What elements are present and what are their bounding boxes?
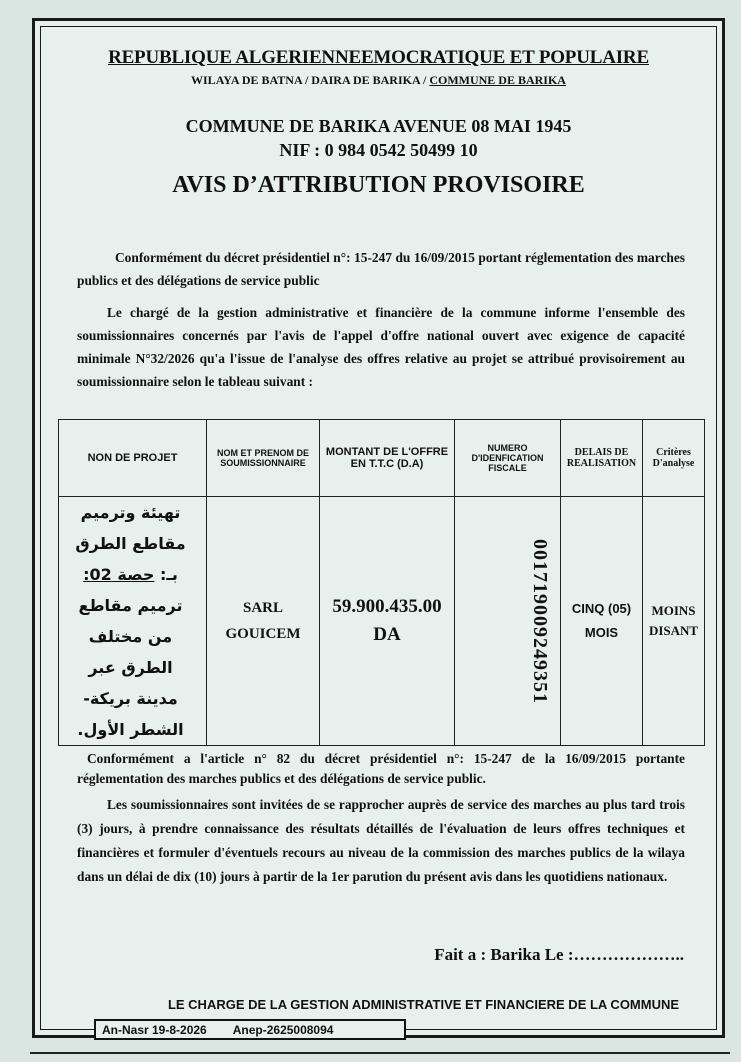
wilaya-commune: COMMUNE DE BARIKA (429, 73, 566, 87)
criteria-cell (643, 497, 705, 746)
project-title: تهيئة وترميم مقاطع الطرق بـ: (75, 503, 186, 584)
bottom-divider (30, 1052, 730, 1054)
header-delay: DELAIS DE REALISATION (561, 420, 643, 497)
bidder-type: SARL (242, 600, 283, 616)
amount-value: 59.900.435.00 (332, 596, 442, 617)
signatory-title: LE CHARGE DE LA GESTION ADMINISTRATIVE ET FINANCIERE DE LA COMMUNE (167, 997, 680, 1012)
project-description: ترميم مقاطع من مختلف الطرق عبر مدينة بريكة- الشطر الأول. (77, 596, 184, 739)
tax-id-value: 001719009249351 (529, 538, 551, 704)
notice-title: AVIS D’ATTRIBUTION PROVISOIRE (172, 172, 585, 198)
project-cell (59, 497, 207, 746)
bidder-name: GOUICEM (225, 626, 301, 642)
criteria-line-1: MOINS (651, 603, 696, 618)
table-row (59, 497, 705, 746)
delay-unit: MOIS (584, 625, 619, 640)
amount-cell (320, 497, 455, 746)
header-tax-id: NUMERO D'IDENFICATION FISCALE (455, 420, 561, 497)
header-criteria: Critères D'analyse (643, 420, 705, 497)
tax-id-cell (455, 497, 561, 746)
place-date-line: Fait a : Barika Le :……………….. (434, 945, 684, 964)
delay-cell (561, 497, 643, 746)
header-bidder: NOM ET PRENOM DE SOUMISSIONNAIRE (207, 420, 320, 497)
publication-reference (94, 1019, 406, 1040)
project-lot: حصة 02: (83, 565, 155, 584)
republic-heading: REPUBLIQUE ALGERIENNEEMOCRATIQUE ET POPULAIRE (108, 47, 649, 68)
wilaya-daira: WILAYA DE BATNA / DAIRA DE BARIKA / (191, 73, 427, 87)
wilaya-line (35, 73, 722, 88)
nif-line: NIF : 0 984 0542 50499 10 (279, 140, 478, 160)
delay-value: CINQ (05) (571, 601, 632, 616)
header-amount: MONTANT DE L'OFFRE EN T.T.C (D.A) (320, 420, 455, 497)
paragraph-invitation: Les soumissionnaires sont invitées de se rapprocher auprès de service des marches au plus tard trois (3) jours, à prendre connaissance des résultats détaillés de l'évaluation de leurs offres techniques et financières et formuler d'éventuels recours au niveau de la commission des marches publics de la wilaya dans un délai de dix (10) jours à partir de la 1er parution du présent avis dans les quotidiens nationaux. (77, 797, 685, 884)
criteria-line-2: DISANT (648, 623, 699, 638)
newspaper-source: An-Nasr 19-8-2026 (102, 1022, 207, 1037)
paragraph-article: Conformément a l'article n° 82 du décret présidentiel n°: 15-247 de la 16/09/2015 portante réglementation des marches publics et des délégations de service public. (77, 751, 685, 786)
notice-frame (32, 18, 725, 1038)
header-project: NON DE PROJET (59, 420, 207, 497)
table-header-row (59, 420, 705, 497)
commune-address: COMMUNE DE BARIKA AVENUE 08 MAI 1945 (185, 116, 572, 136)
amount-currency: DA (373, 624, 401, 645)
anep-reference: Anep-2625008094 (232, 1022, 334, 1037)
paragraph-decree: Conformément du décret présidentiel n°: 15-247 du 16/09/2015 portant réglementation des marches publics et des délégations de service public (77, 250, 685, 288)
bidder-cell (207, 497, 320, 746)
paragraph-announcement: Le chargé de la gestion administrative et financière de la commune informe l'ensemble des soumissionnaires concernés par l'avis de l'appel d'offre national ouvert avec exigence de capacité minimale N°32/2026 qu'a l'issue de l'analyse des offres relative au projet se attribué provisoirement au soumissionnaire selon le tableau suivant : (77, 305, 685, 389)
attribution-table (58, 419, 705, 746)
